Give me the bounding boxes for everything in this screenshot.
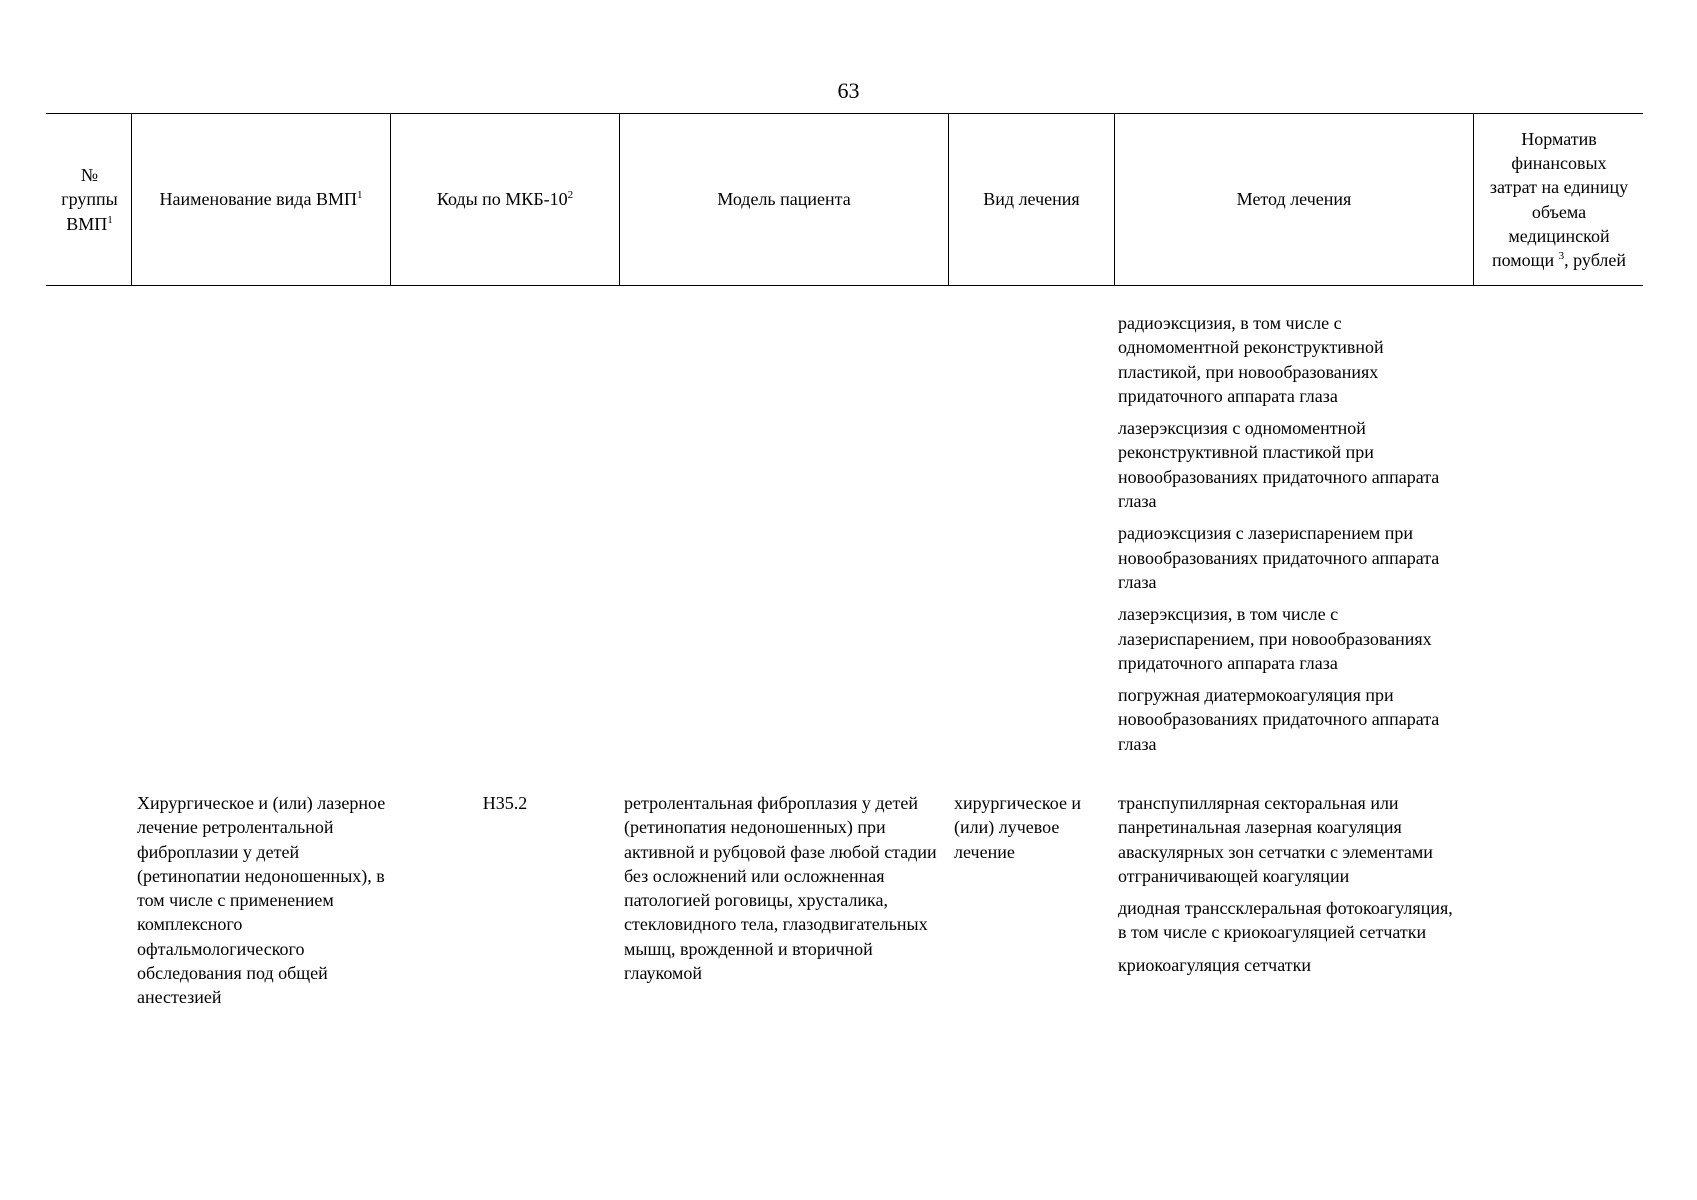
column-divider [390,113,391,286]
header-financial-norm [1478,114,1640,285]
header-vmp-name-text: Наименование вида ВМП [159,189,357,210]
header-bottom-rule [46,285,1643,286]
header-patient-model-text: Модель пациента [717,189,851,210]
treatment-type-cell: хирургическое и (или) лучевое лечение [954,793,1082,862]
method-item: диодная транссклеральная фотокоагуляция, в том числе с криокоагуляцией сетчатки [1118,898,1453,943]
header-treatment-type [953,114,1110,285]
column-divider [1114,113,1115,286]
method-item: радиоэксцизия с лазериспарением при новообразованиях придаточного аппарата глаза [1118,523,1440,592]
header-treatment-type-text: Вид лечения [983,189,1080,210]
header-treatment-method-text: Метод лечения [1236,189,1352,210]
column-divider [619,113,620,286]
header-icd-codes [395,114,615,285]
header-treatment-method [1119,114,1469,285]
page-number: 63 [837,78,860,103]
continued-methods-list [1118,311,1463,764]
method-item: криокоагуляция сетчатки [1118,954,1311,975]
header-icd-codes-text: Коды по МКБ-10 [436,189,568,210]
treatment-methods-cell [1118,791,1463,985]
header-group-number-text: № группы ВМП [61,165,118,234]
method-item: лазерэксцизия, в том числе с лазериспарением, при новообразованиях придаточного аппарата глаза [1118,604,1432,673]
vmp-name-cell: Хирургическое и (или) лазерное лечение ретролентальной фиброплазии у детей (ретинопатии недоношенных), в том числе с применением комплексного офтальмологического обследования под общей анестезией [137,793,386,1008]
column-divider [948,113,949,286]
header-financial-norm-text: Норматив финансовых затрат на единицу объема медицинской помощи [1489,128,1629,271]
icd-code-cell: H35.2 [482,793,528,813]
footnote-marker: 3 [1558,250,1565,263]
header-group-number [52,114,127,285]
footnote-marker: 1 [107,213,113,226]
header-vmp-name [136,114,386,285]
footnote-marker: 1 [356,189,363,202]
footnote-marker: 2 [567,189,574,202]
header-financial-norm-tail: , рублей [1564,250,1627,271]
method-item: радиоэксцизия, в том числе с одномоментной реконструктивной пластикой, при новообразованиях придаточного аппарата глаза [1118,313,1384,406]
column-divider [131,113,132,286]
method-item: погружная диатермокоагуляция при новообразованиях придаточного аппарата глаза [1118,685,1440,754]
patient-model-cell: ретролентальная фиброплазия у детей (ретинопатия недоношенных) при активной и рубцовой фазе любой стадии без осложнений или осложненная патологией роговицы, хрусталика, стекловидного тела, глазодвигательных мышц, врожденной и вторичной глаукомой [624,793,937,984]
method-item: транспупиллярная секторальная или панретинальная лазерная коагуляция аваскулярных зон сетчатки с элементами отграничивающей коагуляции [1118,793,1433,886]
method-item: лазерэксцизия с одномоментной реконструктивной пластикой при новообразованиях придаточного аппарата глаза [1118,418,1440,512]
header-patient-model [624,114,944,285]
column-divider [1473,113,1474,286]
